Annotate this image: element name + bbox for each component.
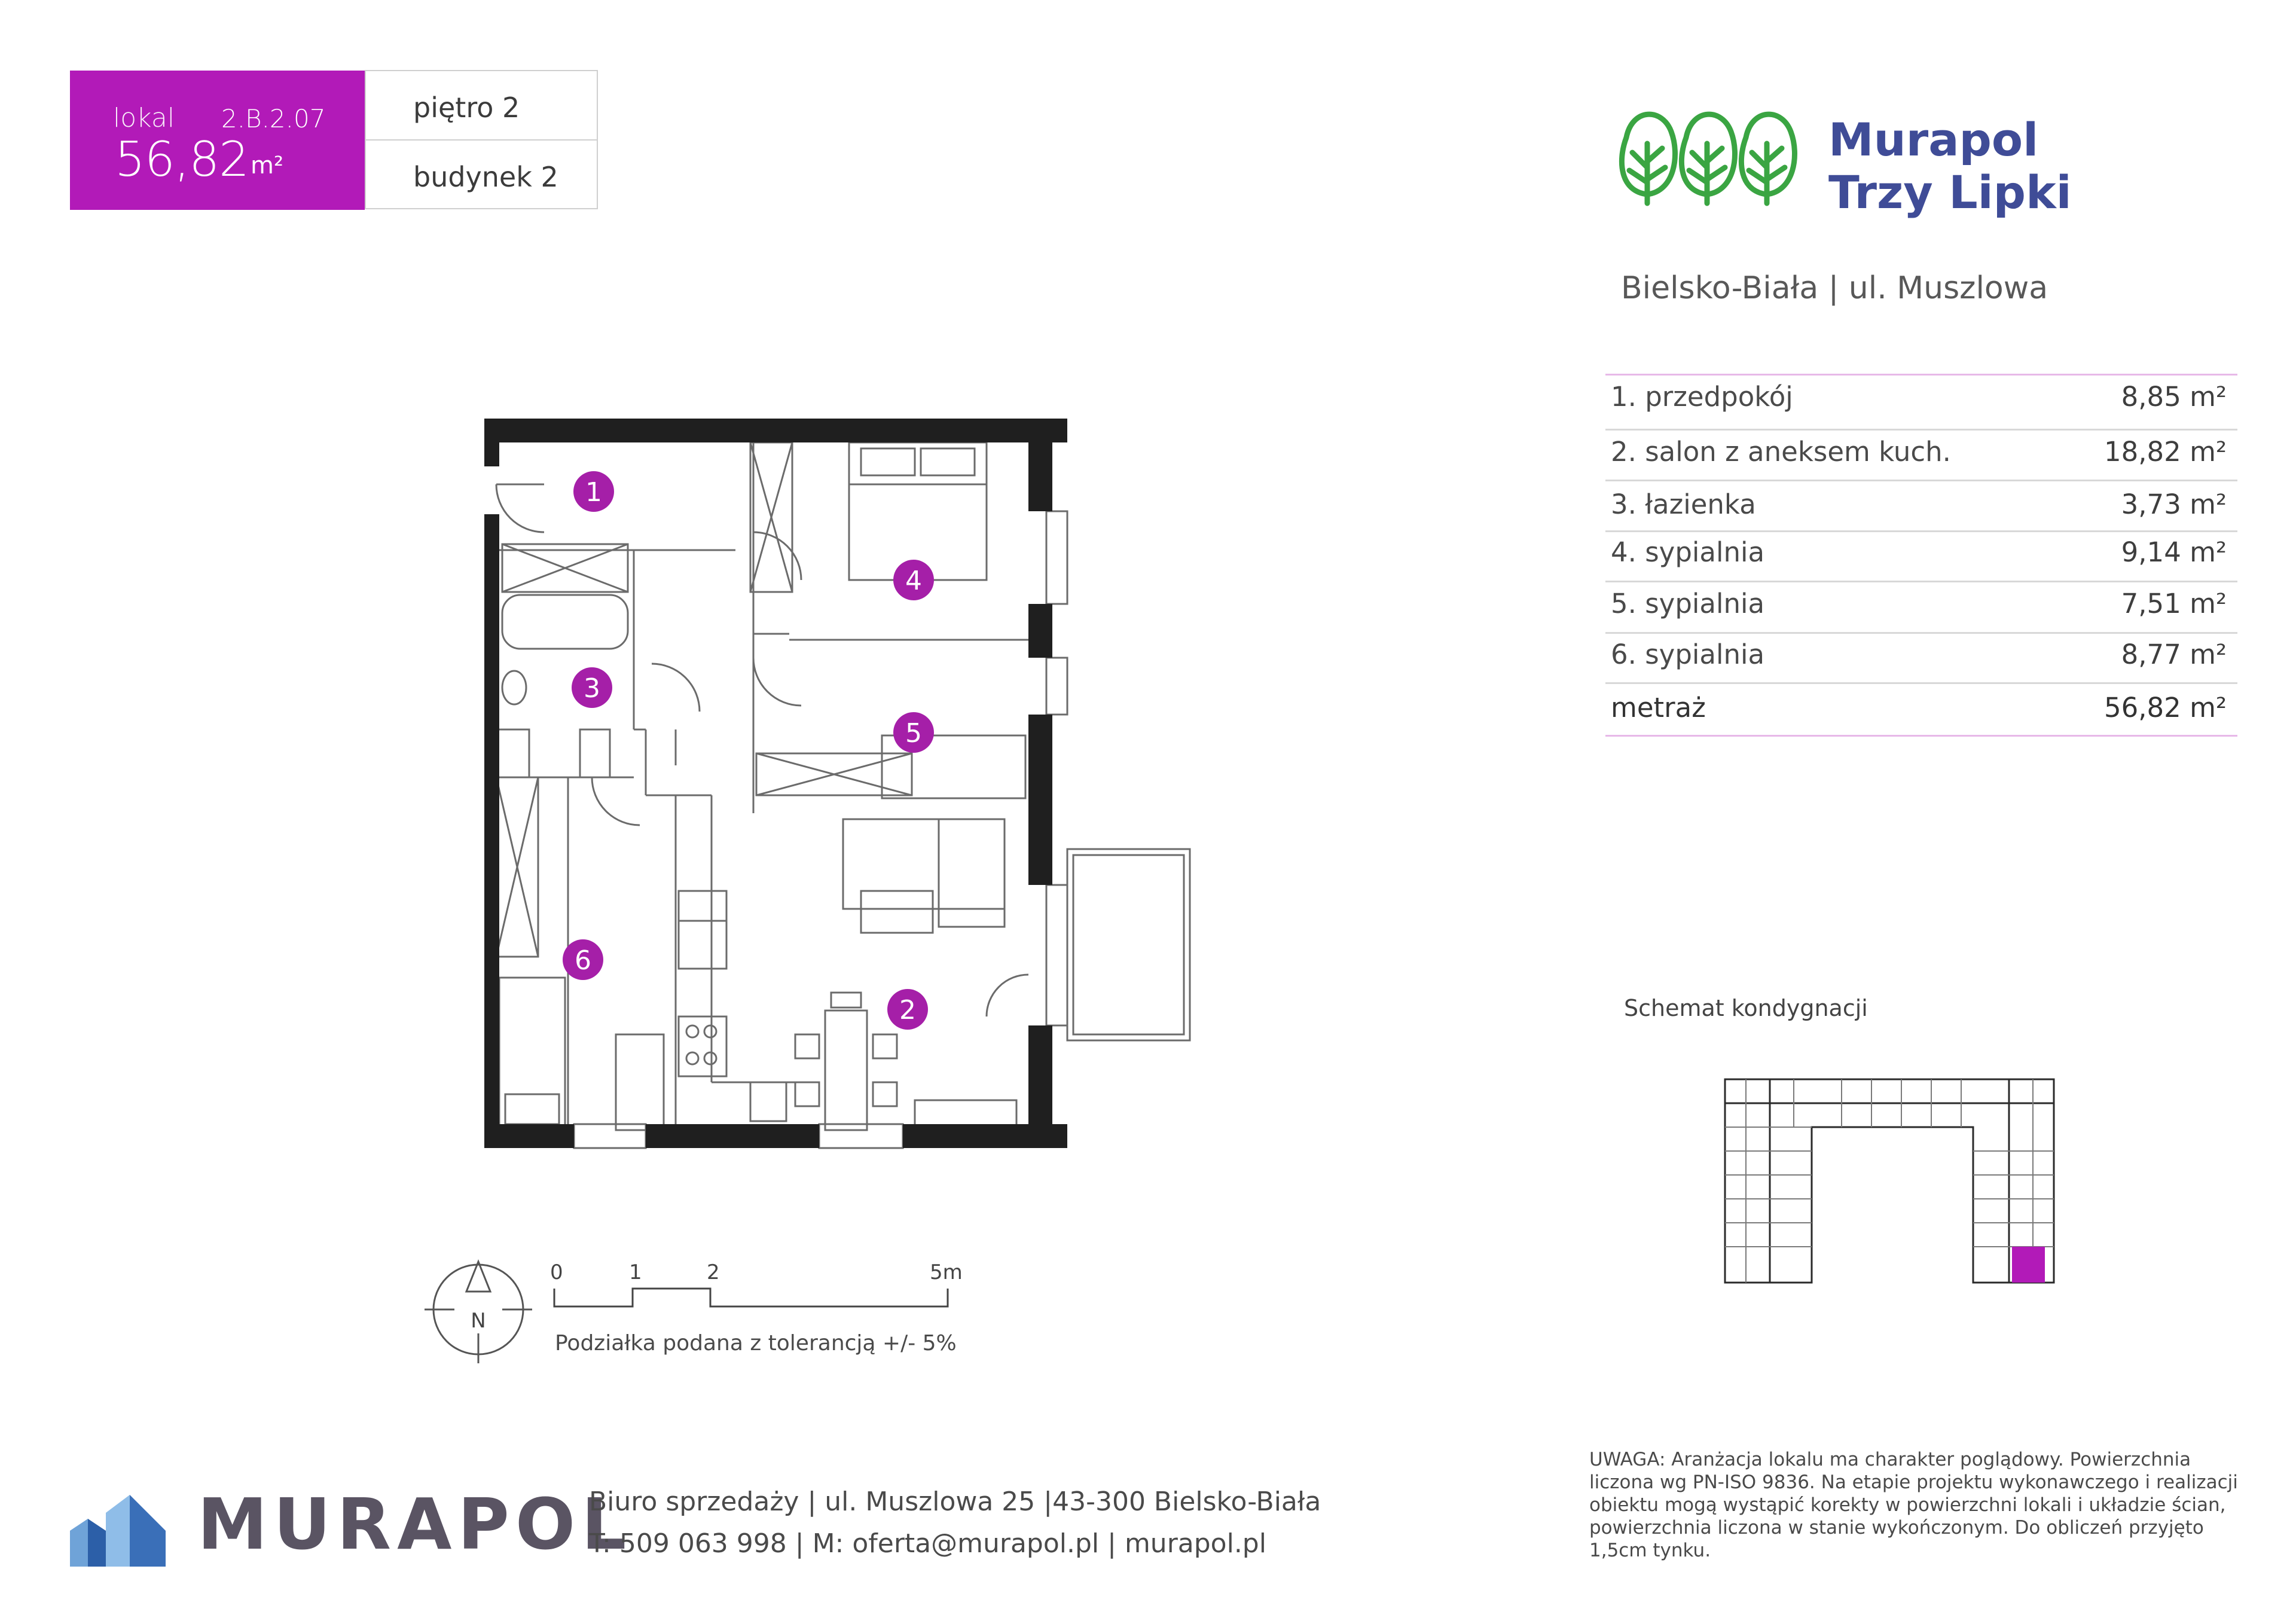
building-outline-map xyxy=(1722,1076,2057,1298)
room-marker-label: 1 xyxy=(585,477,602,508)
trees-logo-icon xyxy=(1614,96,1800,215)
floor-row xyxy=(366,71,597,141)
room-area: 3,73 m² xyxy=(2121,489,2227,520)
scale-tolerance: Podziałka podana z tolerancją +/- 5% xyxy=(555,1331,957,1356)
compass-icon xyxy=(425,1256,532,1363)
table-top-rule xyxy=(1605,374,2237,376)
contact-info: T: 509 063 998 | M: oferta@murapol.pl | murapol.pl xyxy=(589,1528,1266,1559)
room-area: 18,82 m² xyxy=(2103,436,2227,468)
room-name: 1. przedpokój xyxy=(1611,381,1793,413)
scale-tick-label: 2 xyxy=(707,1260,720,1284)
unit-location-box xyxy=(365,70,598,209)
room-marker-label: 5 xyxy=(905,718,922,749)
room-name: 3. łazienka xyxy=(1611,489,1756,520)
murapol-logo-icon xyxy=(70,1495,166,1567)
lokal-label: lokal xyxy=(113,103,175,133)
brand-name xyxy=(1828,114,2072,219)
scale-tick-label: 5m xyxy=(930,1260,963,1284)
total-label: metraż xyxy=(1611,692,1706,724)
building-row xyxy=(366,141,597,210)
disclaimer-note: UWAGA: Aranżacja lokalu ma charakter poglądowy. Powierzchnia liczona wg PN-ISO 9836. Na etapie projektu wykonawczego i realizacji obiektu mogą wystąpić korekty w powierzchni lokali i układzie ścian, powierzchnia liczona w stanie wykończonym. Do obliczeń przyjęto 1,5cm tynku. xyxy=(1589,1449,2238,1561)
total-area: 56,82 m² xyxy=(2103,692,2227,724)
schemat-title: Schemat kondygnacji xyxy=(1624,995,1868,1021)
scale-tick-label: 1 xyxy=(629,1260,642,1284)
building-value: budynek 2 xyxy=(413,161,558,193)
room-name: 6. sypialnia xyxy=(1611,639,1765,670)
brand-line-1: Murapol xyxy=(1828,113,2039,166)
brand-line-2: Trzy Lipki xyxy=(1828,166,2072,219)
lokal-area-unit: m² xyxy=(251,152,283,179)
room-name: 2. salon z aneksem kuch. xyxy=(1611,436,1951,468)
room-name: 5. sypialnia xyxy=(1611,588,1765,619)
lokal-area: 56,82 xyxy=(115,132,249,187)
scale-bar xyxy=(553,1286,954,1309)
room-marker-label: 6 xyxy=(575,945,591,976)
room-marker-label: 2 xyxy=(899,995,916,1025)
room-area: 8,85 m² xyxy=(2121,381,2227,413)
room-area: 9,14 m² xyxy=(2121,536,2227,568)
scale-tick-label: 0 xyxy=(550,1260,563,1284)
room-area: 7,51 m² xyxy=(2121,588,2227,619)
compass-label: N xyxy=(471,1309,486,1333)
room-marker-label: 3 xyxy=(584,673,600,704)
office-address: Biuro sprzedaży | ul. Muszlowa 25 |43-300 Bielsko-Biała xyxy=(589,1486,1321,1517)
floor-plan xyxy=(472,407,1214,1184)
room-area: 8,77 m² xyxy=(2121,639,2227,670)
location-text: Bielsko-Biała | ul. Muszlowa xyxy=(1621,270,2048,306)
company-name: MURAPOL xyxy=(197,1483,633,1565)
current-unit-highlight xyxy=(2012,1247,2045,1283)
floor-value: piętro 2 xyxy=(413,91,520,124)
unit-summary-box xyxy=(70,71,365,210)
lokal-code: 2.B.2.07 xyxy=(221,104,326,133)
room-marker-label: 4 xyxy=(905,566,922,596)
room-name: 4. sypialnia xyxy=(1611,536,1765,568)
